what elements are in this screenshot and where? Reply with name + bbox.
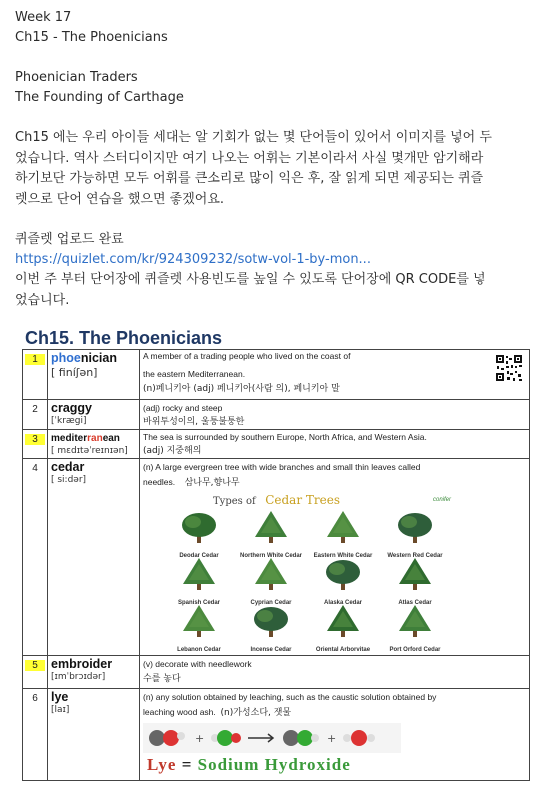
quizlet-link[interactable]: https://quizlet.com/kr/924309232/sotw-vol-1-by-mon... (15, 252, 371, 267)
definition-line: needles. 삼나무,향나무 (143, 476, 240, 488)
cedar-tree-thumbnail (379, 509, 451, 557)
note-line: 이번 주 부터 단어장에 퀴즐렛 사용빈도를 높일 수 있도록 단어장에 QR CODE를 넣 (15, 272, 486, 287)
tree-label: Lebanon Cedar (177, 646, 221, 653)
tree-label: Spanish Cedar (177, 599, 220, 606)
word-ipa: [laɪ] (51, 705, 70, 715)
definition-cell (140, 459, 530, 656)
tree-icon (235, 603, 307, 639)
svg-text:+: + (195, 732, 205, 745)
word-text: embroider (51, 657, 113, 671)
word-cell (48, 430, 140, 459)
tree-icon (307, 603, 379, 639)
intro-line: 렛으로 단어 연습을 했으면 좋겠어요. (15, 191, 225, 207)
word-cell (48, 459, 140, 656)
cedar-tree-thumbnail (235, 556, 307, 604)
word-text: cedar (51, 460, 85, 474)
row-number: 3 (23, 430, 48, 459)
tree-icon (379, 603, 451, 639)
cedar-tree-thumbnail (379, 556, 451, 604)
tree-icon (235, 509, 307, 545)
cedar-tree-thumbnail (163, 603, 235, 651)
word-cell (48, 689, 140, 781)
row-number: 1 (23, 350, 48, 400)
table-row (23, 656, 530, 689)
table-row (23, 350, 530, 400)
lye-name: Sodium Hydroxide (197, 755, 351, 774)
cedar-trees-image (163, 493, 453, 653)
sheet-title: Ch15. The Phoenicians (25, 328, 223, 348)
week-label: Week 17 (15, 10, 72, 25)
definition-cell (140, 656, 530, 689)
definition-line: (adj) rocky and steep (143, 403, 223, 413)
tree-label: Alaska Cedar (323, 599, 363, 606)
definition-line: A member of a trading people who lived on the coast of (143, 351, 351, 361)
intro-line: Ch15 에는 우리 아이들 세대는 알 기회가 없는 몇 단어들이 있어서 이미지를 넣어 두 (15, 130, 492, 145)
cedar-tree-thumbnail (379, 603, 451, 651)
tree-icon (235, 556, 307, 592)
definition-line: (v) decorate with needlework (143, 659, 252, 669)
lye-word: Lye (147, 755, 177, 774)
cedar-image-corner-label: conifer (432, 497, 451, 503)
tree-label: Cyprian Cedar (250, 599, 292, 606)
tree-icon (163, 556, 235, 592)
svg-text:+: + (327, 732, 337, 745)
table-row (23, 400, 530, 430)
lye-caption (147, 754, 401, 776)
vocab-sheet-image (22, 327, 530, 781)
definition-line: The sea is surrounded by southern Europe, North Africa, and Western Asia. (143, 432, 427, 442)
cedar-tree-thumbnail (235, 509, 307, 557)
tree-label: Port Orford Cedar (389, 646, 441, 653)
tree-label: Northern White Cedar (239, 552, 302, 559)
korean-meaning: (adj) 지중해의 (143, 445, 202, 456)
tree-icon (163, 603, 235, 639)
tree-icon (379, 556, 451, 592)
lye-reaction-diagram (143, 723, 401, 753)
row-number: 6 (23, 689, 48, 781)
topic-2: The Founding of Carthage (15, 90, 184, 105)
definition-line: (n) any solution obtained by leaching, such as the caustic solution obtained by (143, 692, 437, 702)
cedar-tree-thumbnail (235, 603, 307, 651)
word-ipa: [ɪmˈbrɔɪdər] (51, 672, 106, 682)
word-cell (48, 656, 140, 689)
cedar-tree-thumbnail (163, 556, 235, 604)
lye-equals: = (181, 755, 193, 774)
definition-line: leaching wood ash. (n)가성소다, 잿물 (143, 706, 292, 718)
row-number: 2 (23, 400, 48, 430)
intro-line: 었습니다. 역사 스터디이지만 여기 나오는 어휘는 기본이라서 사실 몇개만 암기해라 (15, 150, 484, 166)
definition-cell (140, 400, 530, 430)
word-cell (48, 400, 140, 430)
word-ipa: [ˈkrægi] (51, 416, 87, 426)
definition-cell (140, 350, 530, 400)
cedar-tree-thumbnail (307, 556, 379, 604)
definition-cell (140, 430, 530, 459)
tree-label: Deodar Cedar (179, 552, 219, 559)
word-cell (48, 350, 140, 400)
cedar-tree-thumbnail (307, 603, 379, 651)
intro-paragraph (15, 128, 530, 210)
tree-label: Atlas Cedar (398, 599, 432, 606)
qr-note (15, 270, 530, 311)
row-number: 4 (23, 459, 48, 656)
cedar-image-title: Types of Cedar Trees (213, 493, 340, 507)
table-row (23, 459, 530, 656)
tree-label: Eastern White Cedar (313, 552, 373, 559)
tree-label: Incense Cedar (250, 646, 292, 653)
korean-meaning: 수를 놓다 (143, 673, 181, 684)
definition-line: (n) A large evergreen tree with wide branches and small thin leaves called (143, 462, 421, 472)
korean-meaning: (n)가성소다, 잿물 (220, 707, 292, 718)
word-ipa: [ finíʃən] (51, 366, 98, 379)
korean-meaning: 삼나무,향나무 (184, 477, 240, 488)
cedar-tree-thumbnail (163, 509, 235, 557)
quizlet-heading: 퀴즐렛 업로드 완료 (15, 232, 124, 247)
word-text: craggy (51, 401, 92, 415)
tree-icon (379, 509, 451, 545)
definition-cell (140, 689, 530, 781)
lye-image (143, 723, 401, 777)
topic-1: Phoenician Traders (15, 70, 138, 85)
note-line: 었습니다. (15, 292, 70, 308)
tree-icon (307, 509, 379, 545)
row-number: 5 (23, 656, 48, 689)
chapter-label: Ch15 - The Phoenicians (15, 30, 168, 45)
definition-line: the eastern Mediterranean. (143, 368, 246, 379)
korean-meaning: (n)페니키아 (adj) 페니키아(사람 의), 페니키아 말 (143, 384, 340, 394)
word-text: lye (51, 690, 69, 704)
qr-code-icon (495, 354, 523, 382)
tree-label: Western Red Cedar (387, 552, 443, 559)
tree-icon (163, 509, 235, 545)
word-mediterranean: mediterranean (51, 433, 120, 444)
post-body (15, 8, 530, 311)
intro-line: 하기보단 가능하면 모두 어휘를 큰소리로 많이 익은 후, 잘 읽게 되면 제공되는 퀴즐 (15, 171, 484, 186)
korean-meaning: 바위투성이의, 울퉁불퉁한 (143, 416, 245, 427)
cedar-tree-thumbnail (307, 509, 379, 557)
word-phoenician: phoenician (51, 351, 117, 365)
word-ipa: [ mɛdɪtəˈreɪnɪən] (51, 446, 128, 456)
table-row (23, 689, 530, 781)
tree-icon (307, 556, 379, 592)
word-ipa: [ si:dər] (51, 475, 87, 485)
table-row (23, 430, 530, 459)
vocab-table (22, 349, 530, 781)
tree-label: Oriental Arborvitae (315, 646, 371, 653)
